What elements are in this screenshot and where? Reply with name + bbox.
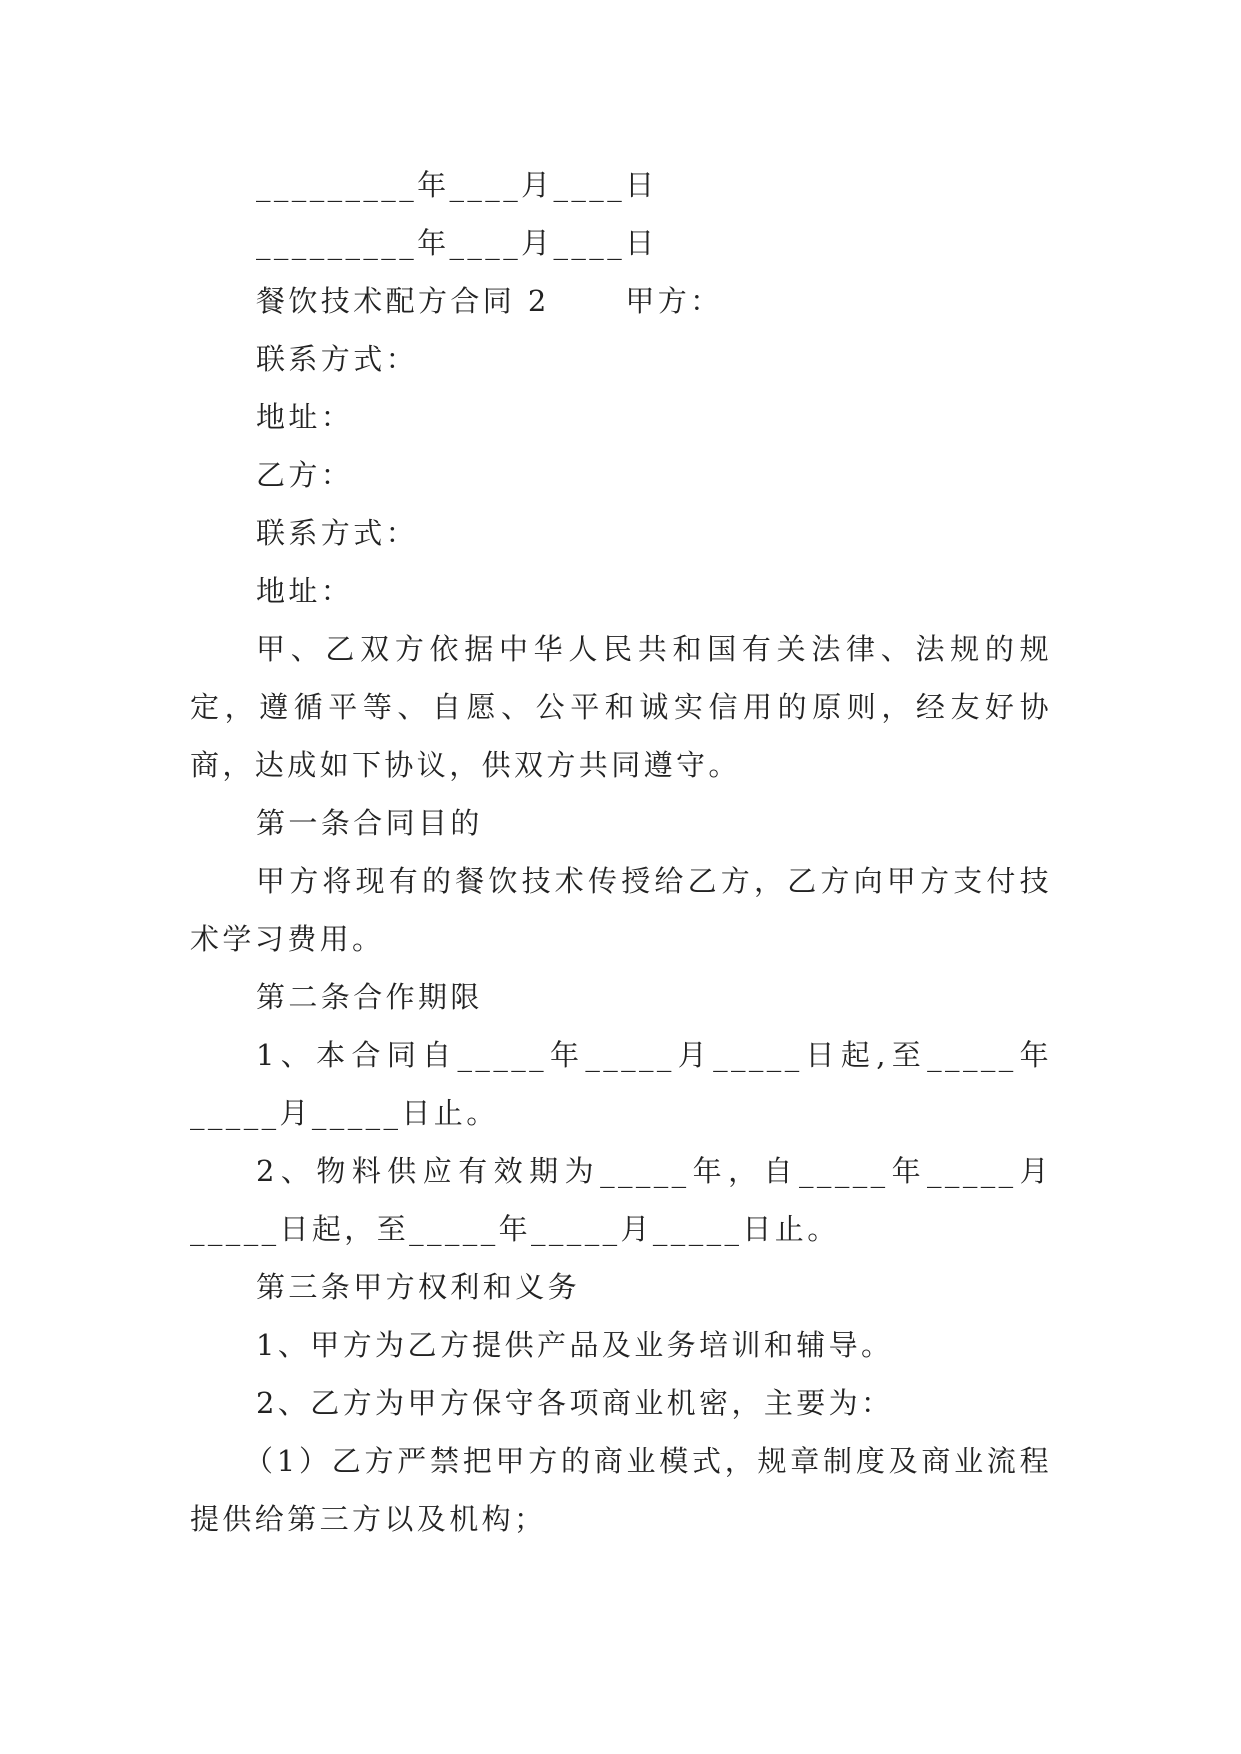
article-1-body: 甲方将现有的餐饮技术传授给乙方，乙方向甲方支付技术学习费用。 (190, 864, 1052, 956)
article-3-item-2-sub-1: （1）乙方严禁把甲方的商业模式，规章制度及商业流程提供给第三方以及机构； (190, 1444, 1052, 1536)
contract-text (190, 156, 1052, 1548)
date-line-2: _________年____月____日 (256, 226, 658, 260)
article-2-title: 第二条合作期限 (256, 980, 483, 1014)
party-b-contact: 联系方式： (256, 516, 419, 550)
party-b-address: 地址： (256, 574, 354, 608)
article-2-item-2: 2、物料供应有效期为_____年，自_____年_____月_____日起，至_____年_____月_____日止。 (190, 1154, 1052, 1246)
contract-title-party-a: 餐饮技术配方合同 2 甲方： (256, 284, 723, 318)
party-a-address: 地址： (256, 400, 354, 434)
intro-paragraph: 甲、乙双方依据中华人民共和国有关法律、法规的规定，遵循平等、自愿、公平和诚实信用的原则，经友好协商，达成如下协议，供双方共同遵守。 (190, 632, 1052, 782)
article-2-item-1: 1、本合同自_____年_____月_____日起,至_____年_____月_____日止。 (190, 1038, 1052, 1130)
article-3-item-1: 1、甲方为乙方提供产品及业务培训和辅导。 (256, 1328, 894, 1362)
article-3-item-2: 2、乙方为甲方保守各项商业机密，主要为： (256, 1386, 894, 1420)
date-line-1: _________年____月____日 (256, 168, 658, 202)
article-3-title: 第三条甲方权利和义务 (256, 1270, 581, 1304)
party-a-contact: 联系方式： (256, 342, 419, 376)
article-1-title: 第一条合同目的 (256, 806, 483, 840)
party-b: 乙方： (256, 458, 354, 492)
